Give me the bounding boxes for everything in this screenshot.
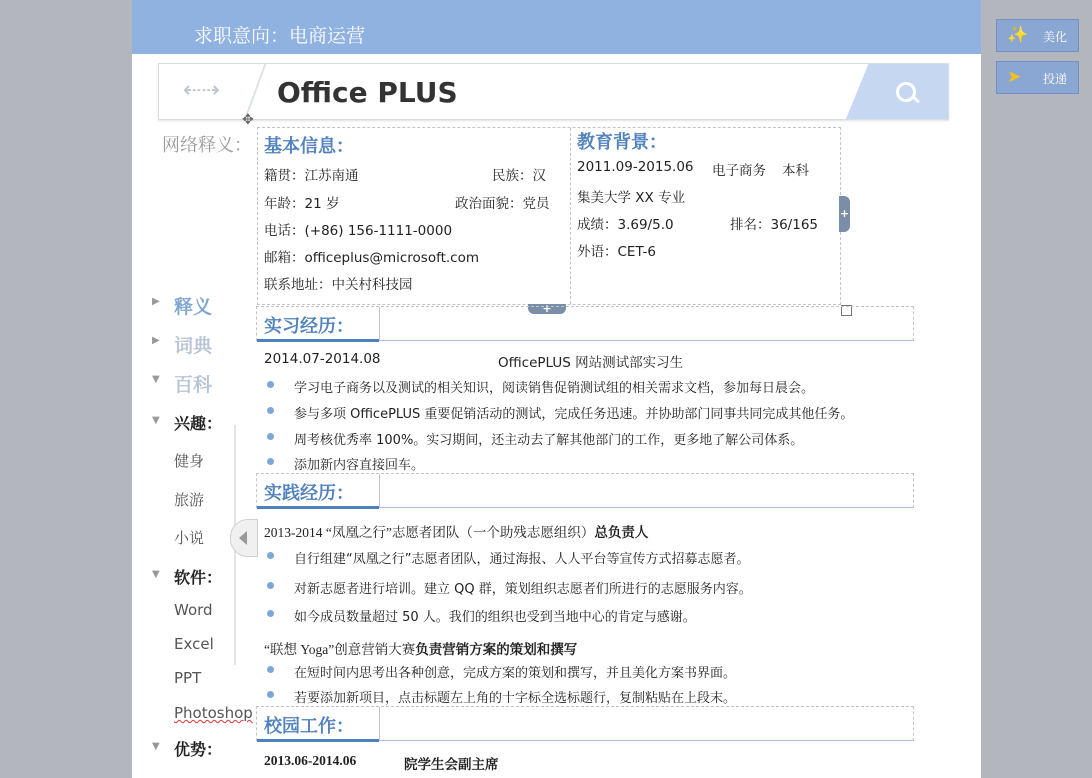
basic-info-title: 基本信息：: [264, 136, 354, 157]
triangle-down-icon: ▼: [152, 415, 160, 426]
job-target: 求职意向：电商运营: [194, 25, 366, 47]
edu-gpa: 成绩：3.69/5.0: [577, 217, 674, 233]
internship-bullet: 添加新内容直接回车。: [294, 458, 425, 473]
practice-section-header[interactable]: 实践经历：: [256, 473, 914, 508]
triangle-down-icon: ▼: [152, 741, 160, 752]
magic-wand-icon: ✨: [1007, 25, 1029, 45]
campus-section-header[interactable]: 校园工作：: [256, 706, 914, 741]
collapse-sidebar-button[interactable]: [230, 519, 258, 557]
email: 邮箱：officeplus@microsoft.com: [264, 250, 480, 266]
table-column-divider: [570, 128, 572, 304]
internship-bullet: 周考核优秀率 100%。实习期间，还主动去了解其他部门的工作，更多地了解公司体系。: [294, 433, 804, 448]
practice-item2-role: 负责营销方案的策划和撰写: [415, 642, 578, 657]
address: 联系地址：中关村科技园: [264, 277, 413, 293]
bullet-icon: [267, 381, 274, 388]
header-bar: [132, 0, 981, 54]
political-status: 政治面貌：党员: [455, 196, 550, 212]
bullet-icon: [267, 552, 274, 559]
add-row-button[interactable]: +: [528, 304, 566, 314]
bullet-icon: [267, 458, 274, 465]
bullet-icon: [267, 582, 274, 589]
edu-school: 集美大学 XX 专业: [577, 190, 686, 206]
internship-bullet: 学习电子商务以及测试的相关知识，阅读销售促销测试组的相关需求文档，参加每日晨会。: [294, 381, 815, 396]
practice-bullet: 对新志愿者进行培训。建立 QQ 群，策划组织志愿者们所进行的志愿服务内容。: [294, 582, 752, 597]
edu-degree: 本科: [782, 163, 809, 179]
practice-item2-head: “联想 Yoga”创意营销大赛负责营销方案的策划和撰写: [264, 642, 578, 657]
triangle-right-icon: ▶: [152, 296, 160, 307]
bullet-icon: [267, 433, 274, 440]
internship-role: OfficePLUS 网站测试部实习生: [498, 355, 684, 371]
search-title: Office PLUS: [277, 76, 458, 109]
edu-rank: 排名：36/165: [730, 217, 818, 233]
phone: 电话：(+86) 156-1111-0000: [264, 223, 453, 239]
add-column-button[interactable]: +: [839, 196, 850, 232]
beautify-button[interactable]: ✨ 美化: [996, 19, 1079, 52]
search-button[interactable]: [846, 64, 948, 119]
bullet-icon: [267, 407, 274, 414]
bullet-icon: [267, 610, 274, 617]
edu-language: 外语：CET-6: [577, 244, 656, 260]
ethnicity: 民族：汉: [492, 168, 546, 184]
triangle-down-icon: ▼: [152, 374, 160, 385]
practice-item1-role: 总负责人: [594, 525, 649, 540]
internship-section-header[interactable]: 实习经历：: [256, 306, 914, 341]
practice-bullet: 如今成员数量超过 50 人。我们的组织也受到当地中心的肯定与感谢。: [294, 610, 696, 625]
campus-role: 院学生会副主席: [404, 757, 499, 772]
resume-page: 求职意向：电商运营 ⇠⇢ Office PLUS 网络释义： ✥ ▶ 释义 ▶ 词典 ▼ 百科 ▼ 兴趣： 健身 旅游 小说 ▼ 软件： Word Excel PPT Photoshop ▼ 优势： 基本信息： 籍贯：江苏南通 民族：汉 年龄：21 岁 政治面貌：党员 电话：(+86) 156-1111-0000 邮箱：officeplus@microsoft.com 联系地址：中关村科技园 教育背景： 2011.09-2015.06 电子商务 本科 集美大学 XX 专业 成绩：3.69/5.0 排名：36/165 外语：CET-6 + + 实习经历： 2014.07-2014.08 OfficePLUS 网站测试部实习生 学习电子商务以及测试的相关知识，阅读销售促销测试组的相关需求文档，参加每日晨会。 参与多项 OfficePLUS 重要促销活动的测试，完成任务迅速。并协助部门同事共同完成其他任务。 周考核优秀率 100%。实习期间，还主动去了解其他部门的工作，更多地了解公司体系。 添加新内容直接回车。 实践经历： 2013-2014 “凤凰之行”志愿者团队（一个助残志愿组织）总负责人 自行组建“凤凰之行”志愿者团队，通过海报、人人平台等宣传方式招募志愿者。 对新志愿者进行培训。建立 QQ 群，策划组织志愿者们所进行的志愿服务内容。 如今成员数量超过 50 人。我们的组织也受到当地中心的肯定与感谢。 “联想 Yoga”创意营销大赛负责营销方案的策划和撰写 在短时间内思考出各种创意，完成方案的策划和撰写，并且美化方案书界面。 若要添加新项目，点击标题左上角的十字标全选标题行，复制粘贴在上段末。 校园工作： 2013.06-2014.06 院学生会副主席: [132, 0, 981, 778]
bullet-icon: [267, 666, 274, 673]
bullet-icon: [267, 691, 274, 698]
practice-item1-head: 2013-2014 “凤凰之行”志愿者团队（一个助残志愿组织）总负责人: [264, 525, 649, 540]
nav-arrows-icon[interactable]: ⇠⇢: [183, 78, 220, 103]
native-place: 籍贯：江苏南通: [264, 168, 359, 184]
practice-bullet: 自行组建“凤凰之行”志愿者团队，通过海报、人人平台等宣传方式招募志愿者。: [294, 552, 750, 567]
deliver-button[interactable]: ➤ 投递: [996, 61, 1079, 94]
edu-period: 2011.09-2015.06: [577, 159, 694, 175]
practice-bullet: 若要添加新项目，点击标题左上角的十字标全选标题行，复制粘贴在上段末。: [294, 691, 737, 706]
age: 年龄：21 岁: [264, 196, 340, 212]
campus-period: 2013.06-2014.06: [264, 753, 357, 768]
triangle-right-icon: ▶: [152, 335, 160, 346]
search-bar[interactable]: [158, 63, 949, 120]
search-icon: [896, 82, 916, 102]
triangle-down-icon: ▼: [152, 569, 160, 580]
edu-major: 电子商务: [712, 163, 766, 179]
internship-bullet: 参与多项 OfficePLUS 重要促销活动的测试，完成任务迅速。并协助部门同事共同完成其他任务。: [294, 407, 854, 422]
internship-period: 2014.07-2014.08: [264, 351, 381, 367]
practice-bullet: 在短时间内思考出各种创意，完成方案的策划和撰写，并且美化方案书界面。: [294, 666, 737, 681]
move-handle-icon[interactable]: ✥: [242, 112, 254, 128]
paper-plane-icon: ➤: [1007, 67, 1022, 87]
search-divider: [241, 64, 269, 119]
network-label: 网络释义：: [162, 135, 252, 156]
education-title: 教育背景：: [577, 132, 667, 153]
